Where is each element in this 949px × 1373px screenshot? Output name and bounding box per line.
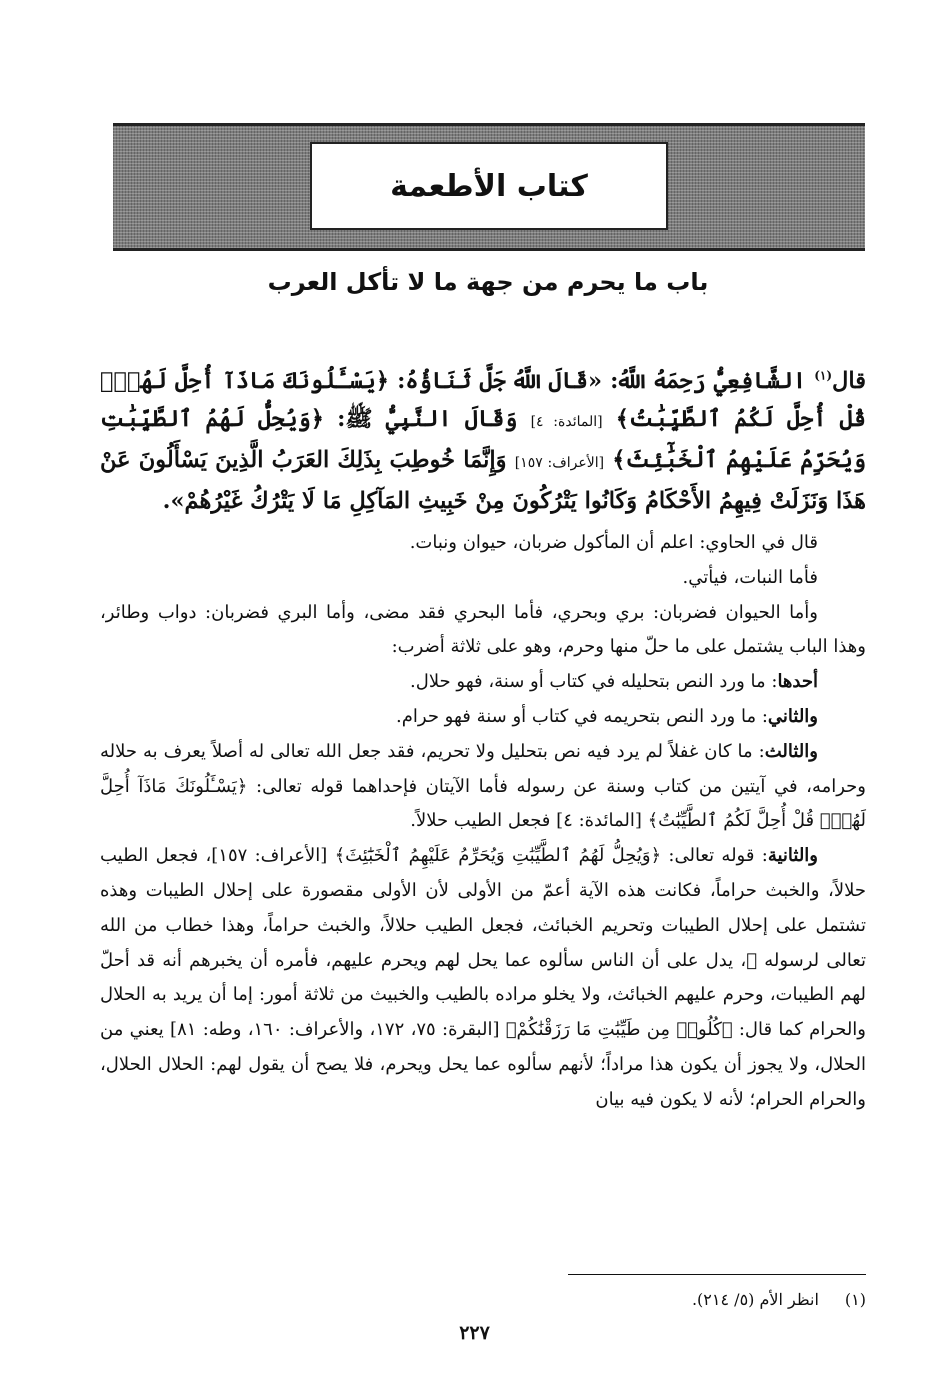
quote-part-c: وَقَالَ النَّبِيُّ ﷺ: ﴿وَيُحِلُّ لَهُمُ ٱلطَّيِّبَٰتِ وَيُحَرِّمُ عَلَيْهِمُ ٱلْخَبَٰٓئِثَ﴾ xyxy=(100,406,867,473)
footnote-divider xyxy=(568,1274,866,1275)
quote-ref-1: [المائدة: ٤] xyxy=(530,414,603,430)
page-number: ٢٢٧ xyxy=(459,1322,490,1344)
chapter-title: كتاب الأطعمة xyxy=(390,168,588,204)
chapter-title-box xyxy=(310,142,668,230)
paragraph-4 xyxy=(100,665,866,700)
paragraph-7-text: : قوله تعالى: ﴿وَيُحِلُّ لَهُمُ ٱلطَّيِّبَٰتِ وَيُحَرِّمُ عَلَيْهِمُ ٱلْخَبَٰٓئِثَ﴾ [الأعراف: ١٥٧]، فجعل الطيب حلالاً، والخبث حراماً، فكانت هذه الآية أعمّ من الأولى لأن الأولى مقصورة على إحلال الطيبات وهذه تشتمل على إحلال الطيبات وتحريم الخبائث، فجعل الطيب حلالاً، والخبث حراماً، وهذا خطاب من الله تعالى لرسوله ﷺ، يدل على أن الناس سألوه عما يحل لهم ويحرم عليهم، فأمره أن يخبرهم أنه قد أحلّ لهم الطيبات، وحرم عليهم الخبائث، ولا يخلو مراده بالطيب والخبيث من ثلاثة أمور: إما أن يريد به الحلال والحرام كما قال: ﴿كُلُوا۟ مِن طَيِّبَٰتِ مَا رَزَقْنَٰكُمْ﴾ [البقرة: ٧٥، ١٧٢، والأعراف: ١٦٠، وطه: ٨١] يعني من الحلال، ولا يجوز أن يكون هذا مراداً؛ لأنهم سألوه عما يحل ويحرم، فلا يصح أن يقول لهم: الحلال الحلال، والحرام الحرام؛ لأنه لا يكون فيه بيان xyxy=(100,845,866,1110)
quote-part-d: وَإِنَّمَا خُوطِبَ بِذَلِكَ العَرَبُ الَّذِينَ يَسْأَلُونَ عَنْ هَذَا وَنَزَلَتْ فِيهِمُ الأَحْكَامُ وَكَانُوا يَتْرُكُونَ مِنْ خَبِيثِ المَآكِلِ مَا لَا يَتْرُكُ غَيْرُهُمْ». xyxy=(100,447,866,514)
paragraph-5-keyword: والثاني xyxy=(767,705,818,727)
paragraph-4-text: : ما ورد النص بتحليله في كتاب أو سنة، فهو حلال. xyxy=(410,671,778,693)
paragraph-3: وأما الحيوان فضربان: بري وبحري، فأما البحري فقد مضى، وأما البري فضربان: دواب وطائر، وهذا الباب يشتمل على ما حلّ منها وحرم، وهو على ثلاثة أضرب: xyxy=(100,601,866,658)
quote-ref-2: [الأعراف: ١٥٧] xyxy=(514,455,605,471)
footnote-text: انظر الأم (٥/ ٢١٤). xyxy=(691,1290,819,1309)
paragraph-5 xyxy=(100,700,866,735)
paragraph-7-keyword: والثانية xyxy=(767,845,818,867)
footnote-mark: (١) xyxy=(814,368,833,383)
paragraph-6-keyword: والثالث xyxy=(764,740,818,762)
paragraph-6 xyxy=(100,735,866,839)
paragraph-2: فأما النبات، فيأتي. xyxy=(682,566,818,588)
section-title: باب ما يحرم من جهة ما لا تأكل العرب xyxy=(267,268,709,296)
quote-part-b: الشَّافِعِيُّ رَحِمَهُ اللَّهُ: «قَالَ اللَّهُ جَلَّ ثَنَاؤُهُ: ﴿يَسْـَٔلُونَكَ مَاذَآ أُحِلَّ لَهُمْۖ قُلْ أُحِلَّ لَكُمُ ٱلطَّيِّبَٰتُ﴾ xyxy=(100,368,866,432)
paragraph-1: قال في الحاوي: اعلم أن المأكول ضربان، حيوان ونبات. xyxy=(409,532,818,553)
paragraph-7 xyxy=(100,839,866,1117)
paragraph-4-keyword: أحدها xyxy=(777,671,818,693)
body-text xyxy=(100,362,866,1118)
footnote xyxy=(100,1287,866,1313)
footnote-number: (١) xyxy=(844,1290,866,1309)
shafii-quote xyxy=(100,362,866,520)
quote-part-a: قال xyxy=(832,368,866,394)
paragraph-6-text: : ما كان غفلاً لم يرد فيه نص بتحليل ولا تحريم، فقد جعل الله تعالى له أصلاً يعرف به حلاله وحرامه، في آيتين من كتاب وسنة عن رسوله فأما الآيتان فإحداهما قوله تعالى: ﴿يَسْـَٔلُونَكَ مَاذَآ أُحِلَّ لَهُمْۖ قُلْ أُحِلَّ لَكُمُ ٱلطَّيِّبَٰتُ﴾ [المائدة: ٤] فجعل الطيب حلالاً. xyxy=(100,740,866,832)
paragraph-5-text: : ما ورد النص بتحريمه في كتاب أو سنة فهو حرام. xyxy=(396,705,768,727)
